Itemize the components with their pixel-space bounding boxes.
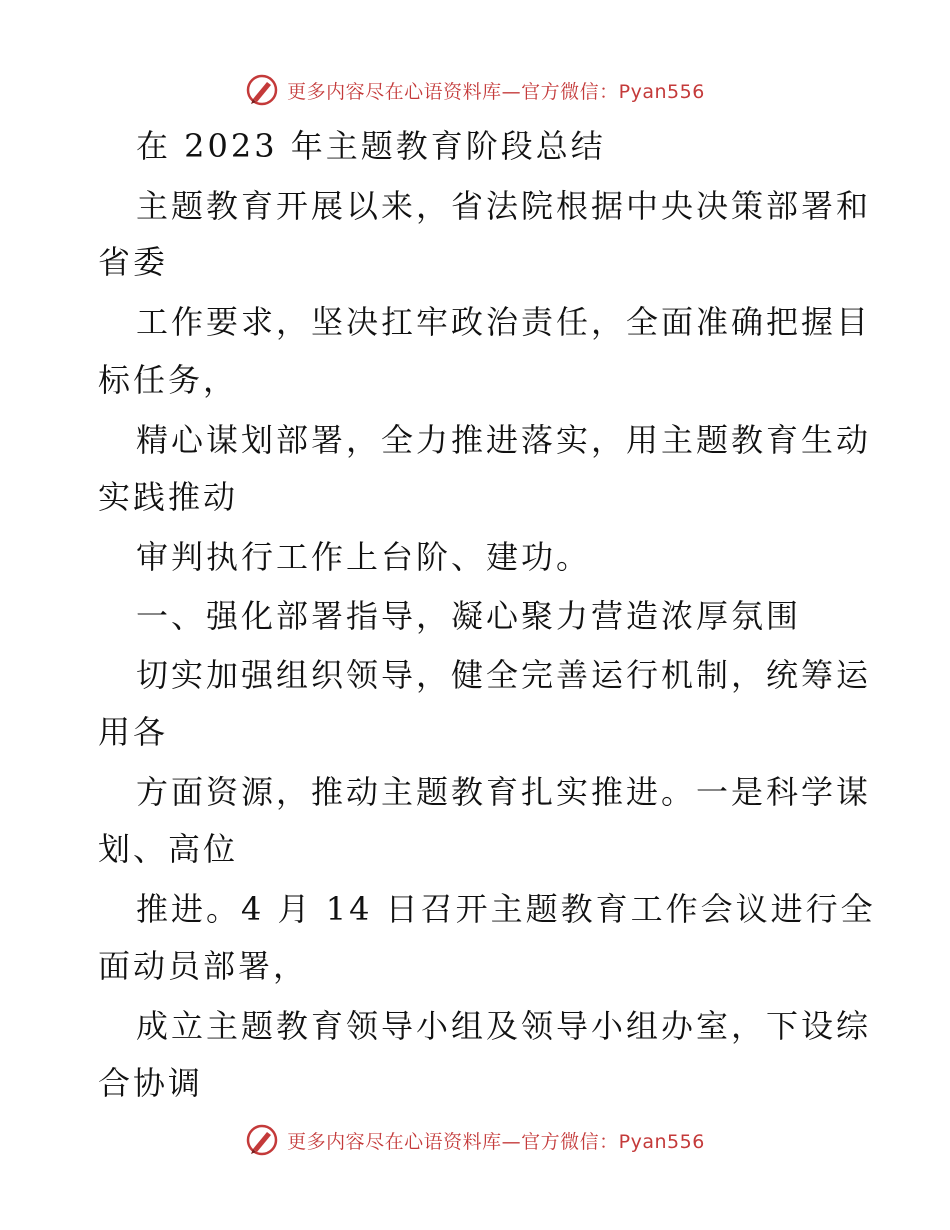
paragraph-line: 工作要求，坚决扛牢政治责任，全面准确把握目 (136, 303, 872, 341)
watermark-text: 更多内容尽在心语资料库—官方微信：Pyan556 (287, 1130, 705, 1153)
paragraph-line: 成立主题教育领导小组及领导小组办室，下设综 (136, 1007, 872, 1045)
watermark-banner-bottom (0, 1120, 950, 1160)
paragraph-line: 标任务， (98, 361, 239, 399)
paragraph-line: 用各 (98, 713, 169, 751)
paragraph-line: 合协调 (98, 1064, 204, 1102)
paragraph-line: 主题教育开展以来，省法院根据中央决策部署和 (136, 187, 872, 225)
paragraph-line: 审判执行工作上台阶、建功。 (136, 538, 592, 576)
watermark-banner-top (0, 70, 950, 110)
watermark-text: 更多内容尽在心语资料库—官方微信：Pyan556 (287, 80, 705, 103)
paragraph-line: 实践推动 (98, 478, 239, 516)
doc-title: 在 2023 年主题教育阶段总结 (136, 127, 606, 165)
paragraph-line: 划、高位 (98, 830, 239, 868)
paragraph-line: 精心谋划部署，全力推进落实，用主题教育生动 (136, 421, 872, 459)
paragraph-line: 省委 (98, 243, 169, 281)
paragraph-line: 方面资源，推动主题教育扎实推进。一是科学谋 (136, 773, 872, 811)
section-heading: 一、强化部署指导，凝心聚力营造浓厚氛围 (136, 597, 802, 635)
pen-logo-icon (245, 73, 279, 107)
paragraph-line: 切实加强组织领导，健全完善运行机制，统筹运 (136, 656, 872, 694)
paragraph-line: 推进。4 月 14 日召开主题教育工作会议进行全 (136, 890, 876, 928)
pen-logo-icon (245, 1123, 279, 1157)
paragraph-line: 面动员部署， (98, 947, 309, 985)
